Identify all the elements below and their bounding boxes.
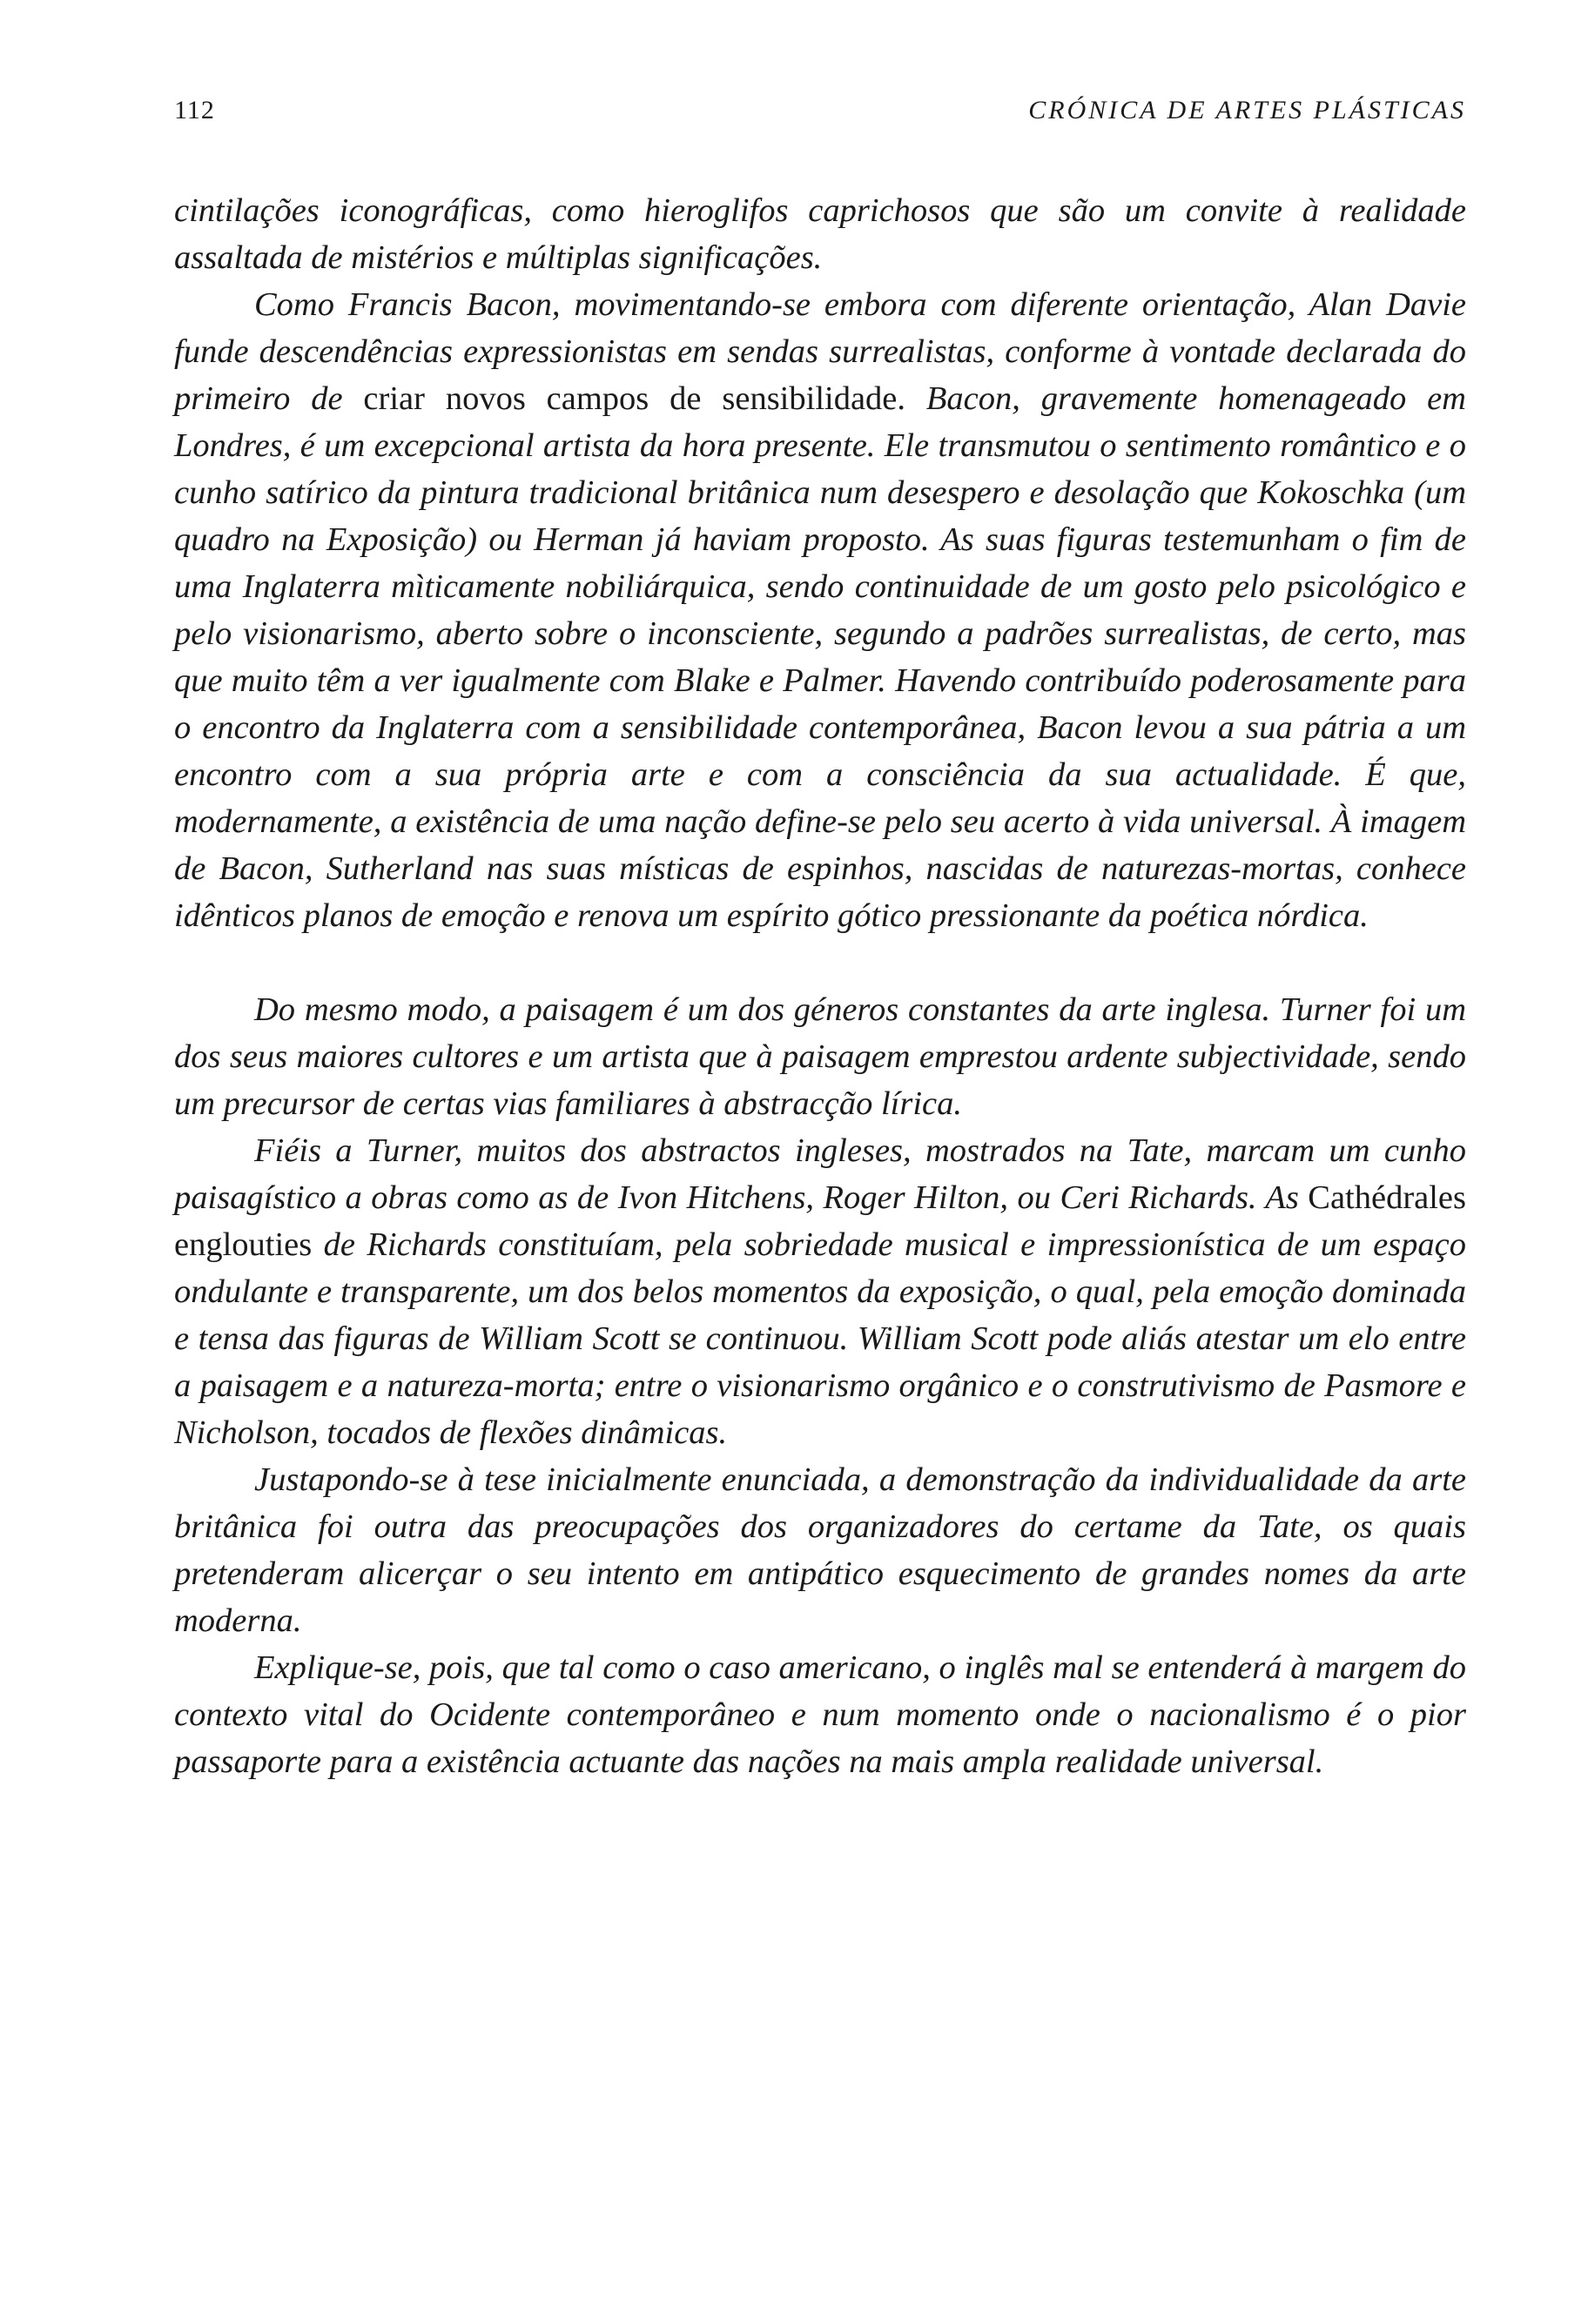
paragraph-text: Bacon, gravemente homenageado em Londres, é um excepcional artista da hora presente. Ele transmutou o sentimento romântico e o cunho satírico da pintura tradicional britânica num desespero e desolação que Kokoschka (um quadro na Exposição) ou Herman já haviam proposto. As suas figuras testemunham o fim de uma Inglaterra mìticamente nobiliárquica, sendo continuidade de um gosto pelo psicológico e pelo visionarismo, aberto sobre o inconsciente, segundo a padrões surrealistas, de certo, mas que muito têm a ver igualmente com Blake e Palmer. Havendo contribuído poderosamente para o encontro da Inglaterra com a sensibilidade contemporânea, Bacon levou a sua pátria a um encontro com a sua própria arte e com a consciência da sua actualidade. É que, modernamente, a existência de uma nação define-se pelo seu acerto à vida universal. À imagem de Bacon, Sutherland nas suas místicas de espinhos, nascidas de naturezas-mortas, conhece idênticos planos de emoção e renova um espírito gótico pressionante da poética nórdica.: [174, 380, 1466, 934]
paragraph-text: Do mesmo modo, a paisagem é um dos géneros constantes da arte inglesa. Turner foi um dos seus maiores cultores e um artista que à paisagem emprestou ardente subjectividade, sendo um precursor de certas vias familiares à abstracção lírica.: [174, 991, 1466, 1122]
paragraph-text: de Richards constituíam, pela sobriedade musical e impressionística de um espaço ondulante e transparente, um dos belos momentos da exposição, o qual, pela emoção dominada e tensa das figuras de William Scott se continuou. William Scott pode aliás atestar um elo entre a paisagem e a natureza-morta; entre o visionarismo orgânico e o construtivismo de Pasmore e Nicholson, tocados de flexões dinâmicas.: [174, 1226, 1466, 1451]
body-text: [174, 187, 1466, 1785]
paragraph-landscape: [174, 986, 1466, 1127]
page-number: 112: [174, 96, 215, 124]
paragraph-individuality: [174, 1456, 1466, 1644]
paragraph-bacon-davie: [174, 281, 1466, 939]
page-header: [174, 96, 1466, 131]
running-title: CRÓNICA DE ARTES PLÁSTICAS: [1028, 96, 1466, 124]
paragraph-text: Fiéis a Turner, muitos dos abstractos ingleses, mostrados na Tate, marcam um cunho paisagístico a obras como as de Ivon Hitchens, Roger Hilton, ou Ceri Richards. As: [174, 1132, 1466, 1216]
paragraph-text: Explique-se, pois, que tal como o caso americano, o inglês mal se entenderá à margem do contexto vital do Ocidente contemporâneo e num momento onde o nacionalismo é o pior passaporte para a existência actuante das nações na mais ampla realidade universal.: [174, 1649, 1466, 1780]
paragraph-conclusion: [174, 1644, 1466, 1785]
paragraph-turner: [174, 1127, 1466, 1456]
upright-text: criar novos campos de sensibilidade.: [363, 380, 906, 417]
paragraph-text: cintilações iconográficas, como hieroglifos caprichosos que são um convite à realidade assaltada de mistérios e múltiplas significações.: [174, 192, 1466, 276]
paragraph-text: Como Francis Bacon, movimentando-se embora com diferente orientação, Alan Davie funde descendências expressionistas em sendas surrealistas, conforme à vontade declarada do primeiro de: [174, 286, 1466, 417]
artwork-title: Cathédrales englouties: [174, 1179, 1466, 1263]
paragraph-continuation: [174, 187, 1466, 281]
paragraph-text: Justapondo-se à tese inicialmente enunciada, a demonstração da individualidade da arte britânica foi outra das preocupações dos organizadores do certame da Tate, os quais pretenderam alicerçar o seu intento em antipático esquecimento de grandes nomes da arte moderna.: [174, 1461, 1466, 1639]
